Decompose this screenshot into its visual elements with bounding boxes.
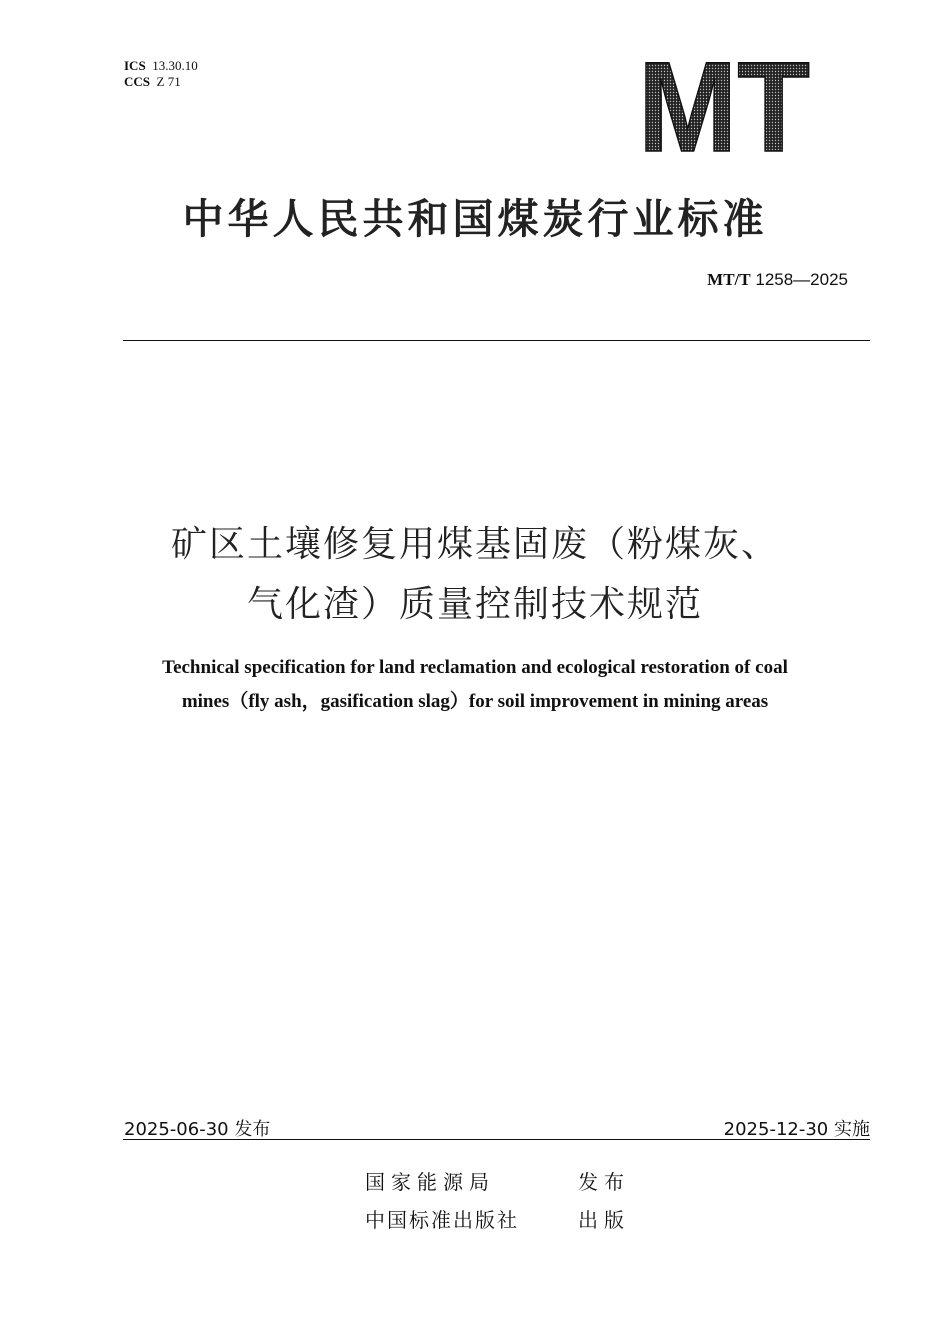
issue-date: 2025-06-30 发布 — [124, 1119, 271, 1140]
top-divider — [123, 340, 870, 341]
title-cn-line2: 气化渣）质量控制技术规范 — [246, 584, 703, 625]
publisher-energy-admin-action: 发布 — [578, 1170, 630, 1194]
ccs-code: CCS Z 71 — [124, 74, 181, 89]
bottom-divider — [123, 1139, 870, 1140]
classification-codes — [124, 58, 198, 90]
standard-number: MT/T 1258—2025 — [707, 270, 848, 289]
logo-text: MT — [638, 58, 810, 154]
title-en-line2: mines（fly ash，gasification slag）for soil improvement in mining areas — [181, 691, 769, 712]
organization-title: 中华人民共和国煤炭行业标准 — [182, 195, 768, 243]
publisher-energy-admin: 国家能源局 — [365, 1170, 495, 1194]
ics-code: ICS 13.30.10 — [124, 58, 198, 73]
publisher-standards-press: 中国标准出版社 — [365, 1208, 519, 1232]
title-en-line1: Technical specification for land reclamation and ecological restoration of coal — [162, 657, 788, 678]
mt-logo — [636, 58, 812, 154]
implement-date: 2025-12-30 实施 — [723, 1119, 870, 1140]
publisher-standards-press-action: 出版 — [578, 1208, 630, 1232]
title-cn-line1: 矿区土壤修复用煤基固废（粉煤灰、 — [170, 524, 779, 565]
